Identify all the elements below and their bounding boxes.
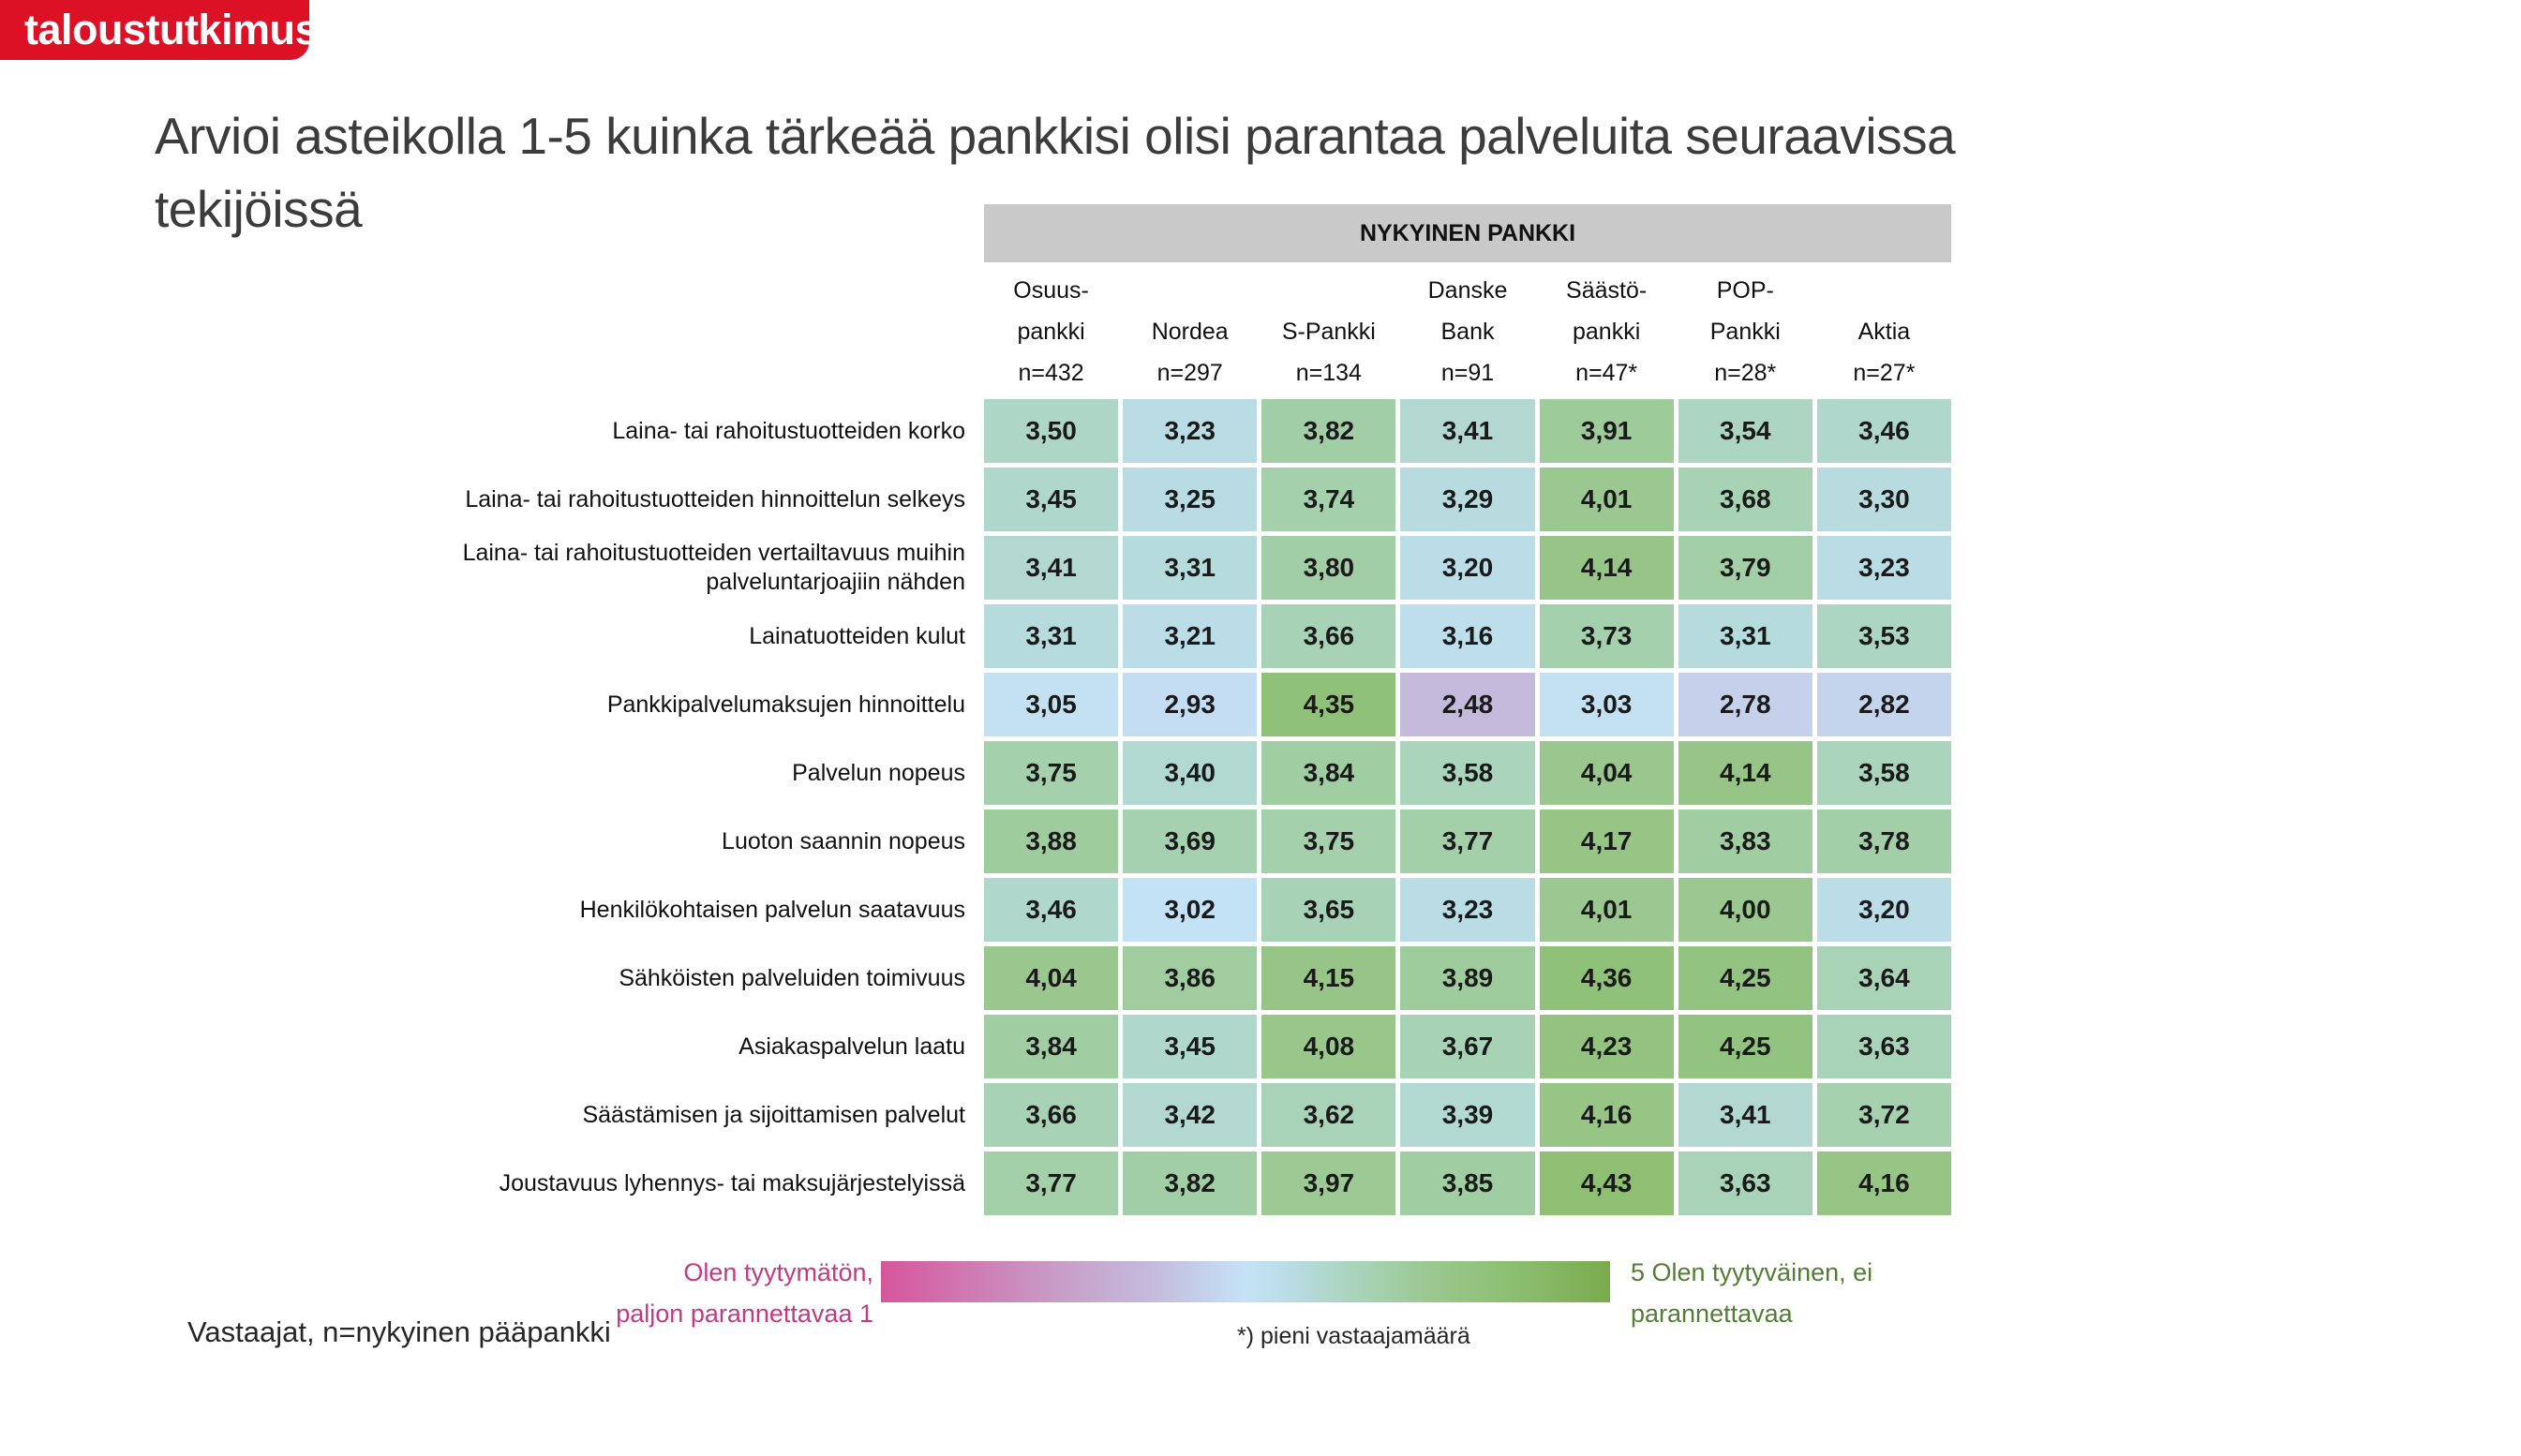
heatmap-cell: 3,23 bbox=[1123, 399, 1257, 463]
heatmap-cell: 4,25 bbox=[1678, 946, 1812, 1010]
row-label: Asiakaspalvelun laatu bbox=[738, 1033, 965, 1060]
heatmap-cell: 4,36 bbox=[1540, 946, 1674, 1010]
heatmap-cell: 3,46 bbox=[984, 878, 1118, 942]
heatmap-cell: 3,78 bbox=[1817, 810, 1951, 873]
heatmap-cell: 3,66 bbox=[1261, 604, 1395, 668]
heatmap-cell: 3,63 bbox=[1678, 1151, 1812, 1215]
row-label: Säästämisen ja sijoittamisen palvelut bbox=[582, 1101, 965, 1128]
row-label: Pankkipalvelumaksujen hinnoittelu bbox=[606, 691, 965, 718]
heatmap-cell: 3,45 bbox=[1123, 1015, 1257, 1078]
column-header-name: pankki bbox=[1017, 319, 1085, 345]
heatmap-cell: 3,02 bbox=[1123, 878, 1257, 942]
heatmap-cell: 3,20 bbox=[1400, 536, 1534, 600]
brand-logo-text: taloustutkimus bbox=[24, 6, 319, 53]
column-header-name: Aktia bbox=[1857, 319, 1911, 345]
heatmap-cell: 3,75 bbox=[1261, 810, 1395, 873]
heatmap-cell: 4,04 bbox=[1540, 741, 1674, 805]
column-header-n: n=28* bbox=[1714, 360, 1777, 386]
column-header bbox=[1540, 270, 1674, 394]
heatmap-cell: 3,89 bbox=[1400, 946, 1534, 1010]
heatmap-cell: 4,01 bbox=[1540, 878, 1674, 942]
brand-logo bbox=[0, 0, 319, 60]
heatmap-cell: 3,84 bbox=[1261, 741, 1395, 805]
heatmap-cell: 3,77 bbox=[1400, 810, 1534, 873]
heatmap-cell: 3,41 bbox=[1678, 1083, 1812, 1147]
row-label: Laina- tai rahoitustuotteiden korko bbox=[612, 417, 965, 444]
column-header-n: n=27* bbox=[1853, 360, 1916, 386]
row-label: Henkilökohtaisen palvelun saatavuus bbox=[579, 896, 965, 923]
heatmap-cell: 2,48 bbox=[1400, 673, 1534, 736]
heatmap-cell: 3,83 bbox=[1678, 810, 1812, 873]
heatmap-cell: 3,23 bbox=[1817, 536, 1951, 600]
heatmap-cell: 4,23 bbox=[1540, 1015, 1674, 1078]
heatmap-cell: 3,03 bbox=[1540, 673, 1674, 736]
heatmap-cell: 3,16 bbox=[1400, 604, 1534, 668]
heatmap-cell: 4,16 bbox=[1540, 1083, 1674, 1147]
heatmap-cell: 4,04 bbox=[984, 946, 1118, 1010]
heatmap-cell: 3,25 bbox=[1123, 468, 1257, 531]
heatmap-cell: 3,31 bbox=[1123, 536, 1257, 600]
column-header bbox=[1123, 270, 1257, 394]
heatmap-cell: 4,25 bbox=[1678, 1015, 1812, 1078]
heatmap-cell: 4,01 bbox=[1540, 468, 1674, 531]
column-header-name: Danske bbox=[1427, 277, 1508, 304]
heatmap-cell: 3,73 bbox=[1540, 604, 1674, 668]
heatmap-cell: 3,68 bbox=[1678, 468, 1812, 531]
page-title-line-2: tekijöissä bbox=[155, 180, 363, 238]
heatmap-cell: 3,88 bbox=[984, 810, 1118, 873]
heatmap-cell: 3,41 bbox=[1400, 399, 1534, 463]
heatmap-cell: 3,58 bbox=[1817, 741, 1951, 805]
row-labels bbox=[159, 399, 965, 1215]
column-header bbox=[1261, 270, 1395, 394]
heatmap-cell: 3,39 bbox=[1400, 1083, 1534, 1147]
row-label: Lainatuotteiden kulut bbox=[749, 622, 965, 649]
column-header bbox=[1678, 270, 1812, 394]
heatmap-cell: 3,86 bbox=[1123, 946, 1257, 1010]
column-headers bbox=[984, 270, 1951, 394]
heatmap-cell: 4,14 bbox=[1540, 536, 1674, 600]
heatmap-cell: 2,78 bbox=[1678, 673, 1812, 736]
respondents-note: Vastaajat, n=nykyinen pääpankki bbox=[187, 1315, 611, 1348]
heatmap-cell: 3,23 bbox=[1400, 878, 1534, 942]
column-header-name: Bank bbox=[1440, 319, 1495, 345]
heatmap-cell: 3,21 bbox=[1123, 604, 1257, 668]
row-label: Sähköisten palveluiden toimivuus bbox=[619, 964, 965, 991]
heatmap-cell: 3,41 bbox=[984, 536, 1118, 600]
heatmap-cell: 3,63 bbox=[1817, 1015, 1951, 1078]
page-title-line-1: Arvioi asteikolla 1-5 kuinka tärkeää pankkisi olisi parantaa palveluita seuraavissa bbox=[155, 107, 1956, 165]
heatmap-cell: 4,15 bbox=[1261, 946, 1395, 1010]
column-header-name: POP- bbox=[1716, 277, 1774, 304]
heatmap-cell: 4,00 bbox=[1678, 878, 1812, 942]
heatmap-cell: 3,72 bbox=[1817, 1083, 1951, 1147]
column-header-n: n=134 bbox=[1295, 360, 1362, 386]
heatmap-cell: 4,14 bbox=[1678, 741, 1812, 805]
heatmap-cell: 2,82 bbox=[1817, 673, 1951, 736]
heatmap-cell: 2,93 bbox=[1123, 673, 1257, 736]
column-header-n: n=297 bbox=[1156, 360, 1223, 386]
heatmap-cell: 3,82 bbox=[1123, 1151, 1257, 1215]
column-header-n: n=432 bbox=[1018, 360, 1084, 386]
column-header-n: n=91 bbox=[1440, 360, 1495, 386]
heatmap-cell: 3,20 bbox=[1817, 878, 1951, 942]
heatmap-cell: 4,43 bbox=[1540, 1151, 1674, 1215]
heatmap-cell: 3,31 bbox=[1678, 604, 1812, 668]
heatmap-cell: 3,74 bbox=[1261, 468, 1395, 531]
heatmap-cell: 3,30 bbox=[1817, 468, 1951, 531]
heatmap-cell: 3,40 bbox=[1123, 741, 1257, 805]
heatmap-table bbox=[984, 399, 1951, 1215]
heatmap-cell: 3,75 bbox=[984, 741, 1118, 805]
column-header-name: Säästö- bbox=[1566, 277, 1648, 304]
legend-high-line-2: parannettavaa bbox=[1631, 1300, 1793, 1328]
row-label: Joustavuus lyhennys- tai maksujärjestelyissä bbox=[499, 1169, 965, 1196]
column-header-name: Pankki bbox=[1709, 319, 1781, 345]
row-label: Laina- tai rahoitustuotteiden vertailtavuus muihin palveluntarjoajiin nähden bbox=[462, 540, 965, 595]
column-header-name: pankki bbox=[1573, 319, 1641, 345]
row-label: Luoton saannin nopeus bbox=[722, 827, 965, 854]
heatmap-cell: 3,67 bbox=[1400, 1015, 1534, 1078]
heatmap-cell: 3,58 bbox=[1400, 741, 1534, 805]
legend-low-line-1: Olen tyytymätön, bbox=[683, 1258, 873, 1286]
heatmap-cell: 3,77 bbox=[984, 1151, 1118, 1215]
heatmap-cell: 3,45 bbox=[984, 468, 1118, 531]
column-header-name: Nordea bbox=[1151, 319, 1229, 345]
heatmap-cell: 4,35 bbox=[1261, 673, 1395, 736]
row-label: Palvelun nopeus bbox=[792, 759, 965, 786]
heatmap-cell: 3,54 bbox=[1678, 399, 1812, 463]
heatmap-cell: 3,79 bbox=[1678, 536, 1812, 600]
heatmap-cell: 3,53 bbox=[1817, 604, 1951, 668]
small-sample-note: *) pieni vastaajamäärä bbox=[1237, 1323, 1470, 1349]
heatmap-cell: 3,05 bbox=[984, 673, 1118, 736]
column-header bbox=[984, 270, 1118, 394]
heatmap-cell: 3,64 bbox=[1817, 946, 1951, 1010]
heatmap-cell: 3,91 bbox=[1540, 399, 1674, 463]
heatmap-cell: 3,29 bbox=[1400, 468, 1534, 531]
heatmap-cell: 4,08 bbox=[1261, 1015, 1395, 1078]
row-label: Laina- tai rahoitustuotteiden hinnoittelun selkeys bbox=[465, 485, 965, 513]
heatmap-cell: 3,31 bbox=[984, 604, 1118, 668]
column-header bbox=[1400, 270, 1534, 394]
column-header-name: Osuus- bbox=[1013, 277, 1089, 304]
heatmap-cell: 4,16 bbox=[1817, 1151, 1951, 1215]
heatmap-cell: 3,84 bbox=[984, 1015, 1118, 1078]
heatmap-cell: 3,80 bbox=[1261, 536, 1395, 600]
heatmap-cell: 3,66 bbox=[984, 1083, 1118, 1147]
column-header-n: n=47* bbox=[1575, 360, 1638, 386]
legend-high-label bbox=[1631, 1252, 2034, 1334]
column-header-name: S-Pankki bbox=[1281, 319, 1376, 345]
heatmap-cell: 3,42 bbox=[1123, 1083, 1257, 1147]
legend-high-line-1: 5 Olen tyytyväinen, ei bbox=[1631, 1258, 1873, 1286]
heatmap-cell: 3,65 bbox=[1261, 878, 1395, 942]
heatmap-cell: 4,17 bbox=[1540, 810, 1674, 873]
table-group-header: NYKYINEN PANKKI bbox=[984, 204, 1951, 262]
heatmap-cell: 3,46 bbox=[1817, 399, 1951, 463]
legend-low-line-2: paljon parannettavaa 1 bbox=[616, 1300, 873, 1328]
column-header bbox=[1817, 270, 1951, 394]
heatmap-cell: 3,85 bbox=[1400, 1151, 1534, 1215]
heatmap-cell: 3,50 bbox=[984, 399, 1118, 463]
legend-gradient-bar bbox=[881, 1261, 1610, 1302]
heatmap-cell: 3,69 bbox=[1123, 810, 1257, 873]
heatmap-cell: 3,62 bbox=[1261, 1083, 1395, 1147]
heatmap-cell: 3,82 bbox=[1261, 399, 1395, 463]
heatmap-cell: 3,97 bbox=[1261, 1151, 1395, 1215]
